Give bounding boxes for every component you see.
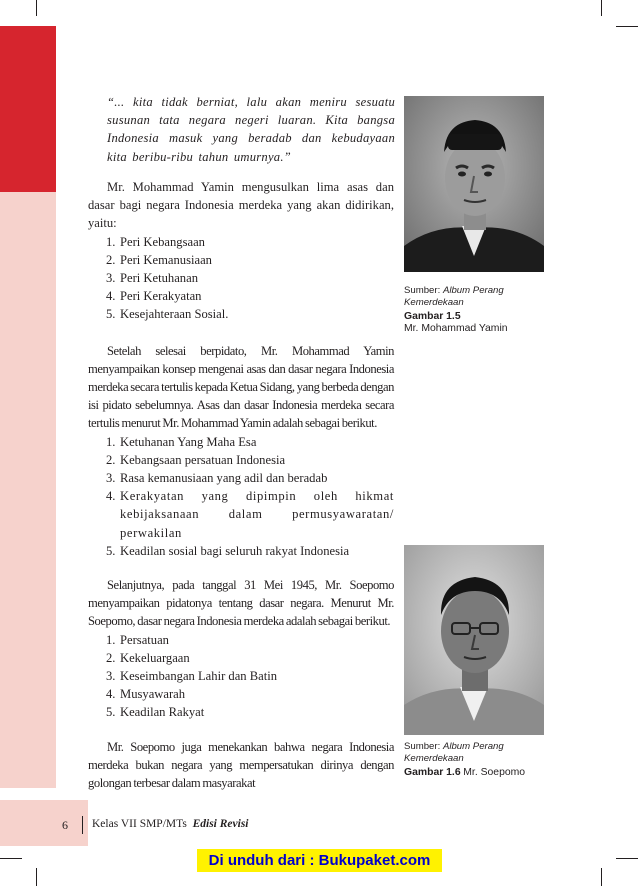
soepomo-para-2: Mr. Soepomo juga menekankan bahwa negara Indonesia merdeka bukan negara yang mempersatukan dirinya dengan golongan terbesar dalam masyarakat — [88, 739, 394, 791]
crop-mark — [616, 26, 638, 27]
list-item: 5. Keadilan sosial bagi seluruh rakyat Indonesia — [106, 543, 350, 558]
side-band-red — [0, 26, 56, 192]
crop-mark — [601, 0, 602, 16]
list-item: 2. Kekeluargaan — [106, 650, 190, 665]
list-item: 5. Keadilan Rakyat — [106, 705, 205, 720]
yamin-list-1 — [88, 233, 394, 324]
list-item: 2. Kebangsaan persatuan Indonesia — [106, 452, 286, 467]
footer-divider — [82, 816, 83, 834]
list-item: 1. Ketuhanan Yang Maha Esa — [106, 434, 257, 449]
crop-mark — [601, 868, 602, 886]
crop-mark — [616, 858, 638, 859]
download-source-banner: Di unduh dari : Bukupaket.com — [197, 849, 442, 872]
crop-mark — [36, 0, 37, 16]
footer-book-title: Kelas VII SMP/MTs Edisi Revisi — [92, 818, 249, 830]
footer-band-pink — [0, 800, 88, 846]
figure-name: Mr. Mohammad Yamin — [404, 323, 508, 335]
list-item: 5. Kesejahteraan Sosial. — [106, 307, 229, 322]
yamin-list-2 — [88, 433, 394, 560]
portrait-yamin-image — [404, 96, 544, 272]
list-item: 3. Peri Ketuhanan — [106, 271, 198, 286]
soepomo-para: Selanjutnya, pada tanggal 31 Mei 1945, Mr. Soepomo menyampaikan pidatonya tentang dasar negara. Menurut Mr. Soepomo, dasar negara Indonesia merdeka adalah sebagai berikut. — [88, 578, 394, 629]
soepomo-list — [88, 631, 394, 722]
page-number: 6 — [62, 818, 68, 832]
list-item: 1. Persatuan — [106, 632, 169, 647]
portrait-soepomo-image — [404, 545, 544, 735]
photo-mohammad-yamin — [404, 96, 544, 272]
list-item: 4. Musyawarah — [106, 687, 186, 702]
crop-mark — [36, 868, 37, 886]
side-band-pink — [0, 192, 56, 788]
yamin-para-2: Setelah selesai berpidato, Mr. Mohammad Yamin menyampaikan konsep mengenai asas dan dasar negara Indonesia merdeka secara tertulis kepada Ketua Sidang, yang berbeda dengan isi pidato sebelumnya. Asas dan dasar Indonesia merdeka secara tertulis menurut Mr. Mohammad Yamin adalah sebagai berikut. — [88, 343, 394, 431]
list-item: 3. Keseimbangan Lahir dan Batin — [106, 669, 278, 684]
main-text — [88, 178, 394, 792]
figure-label: Gambar 1.5 — [404, 310, 461, 322]
figure-label: Gambar 1.6 — [404, 766, 461, 778]
list-item: 3. Rasa kemanusiaan yang adil dan beradab — [106, 471, 328, 486]
quote-text: “... kita tidak berniat, lalu akan meniru sesuatu susunan tata negara negeri luaran. Kita bangsa Indonesia masuk yang beradab dan kebudayaan kita beribu-ribu tahun umurnya.” — [107, 95, 395, 164]
quote-block — [107, 93, 395, 166]
crop-mark — [0, 858, 22, 859]
list-item: 4. Kerakyatan yang dipimpin oleh hikmat kebijaksanaan dalam permusyawaratan/ perwakilan — [106, 489, 394, 540]
caption-soepomo: Sumber: Album Perang Kemerdekaan Gambar 1.6 Mr. Soepomo — [404, 741, 526, 778]
list-item: 4. Peri Kerakyatan — [106, 289, 202, 304]
caption-yamin: Sumber: Album Perang Kemerdekaan Gambar 1.5 Mr. Mohammad Yamin — [404, 285, 544, 336]
figure-name: Mr. Soepomo — [463, 766, 526, 778]
list-item: 2. Peri Kemanusiaan — [106, 252, 212, 267]
photo-soepomo — [404, 545, 544, 735]
yamin-intro: Mr. Mohammad Yamin mengusulkan lima asas dan dasar bagi negara Indonesia merdeka yang akan didirikan, yaitu: — [88, 180, 394, 231]
list-item: 1. Peri Kebangsaan — [106, 234, 205, 249]
